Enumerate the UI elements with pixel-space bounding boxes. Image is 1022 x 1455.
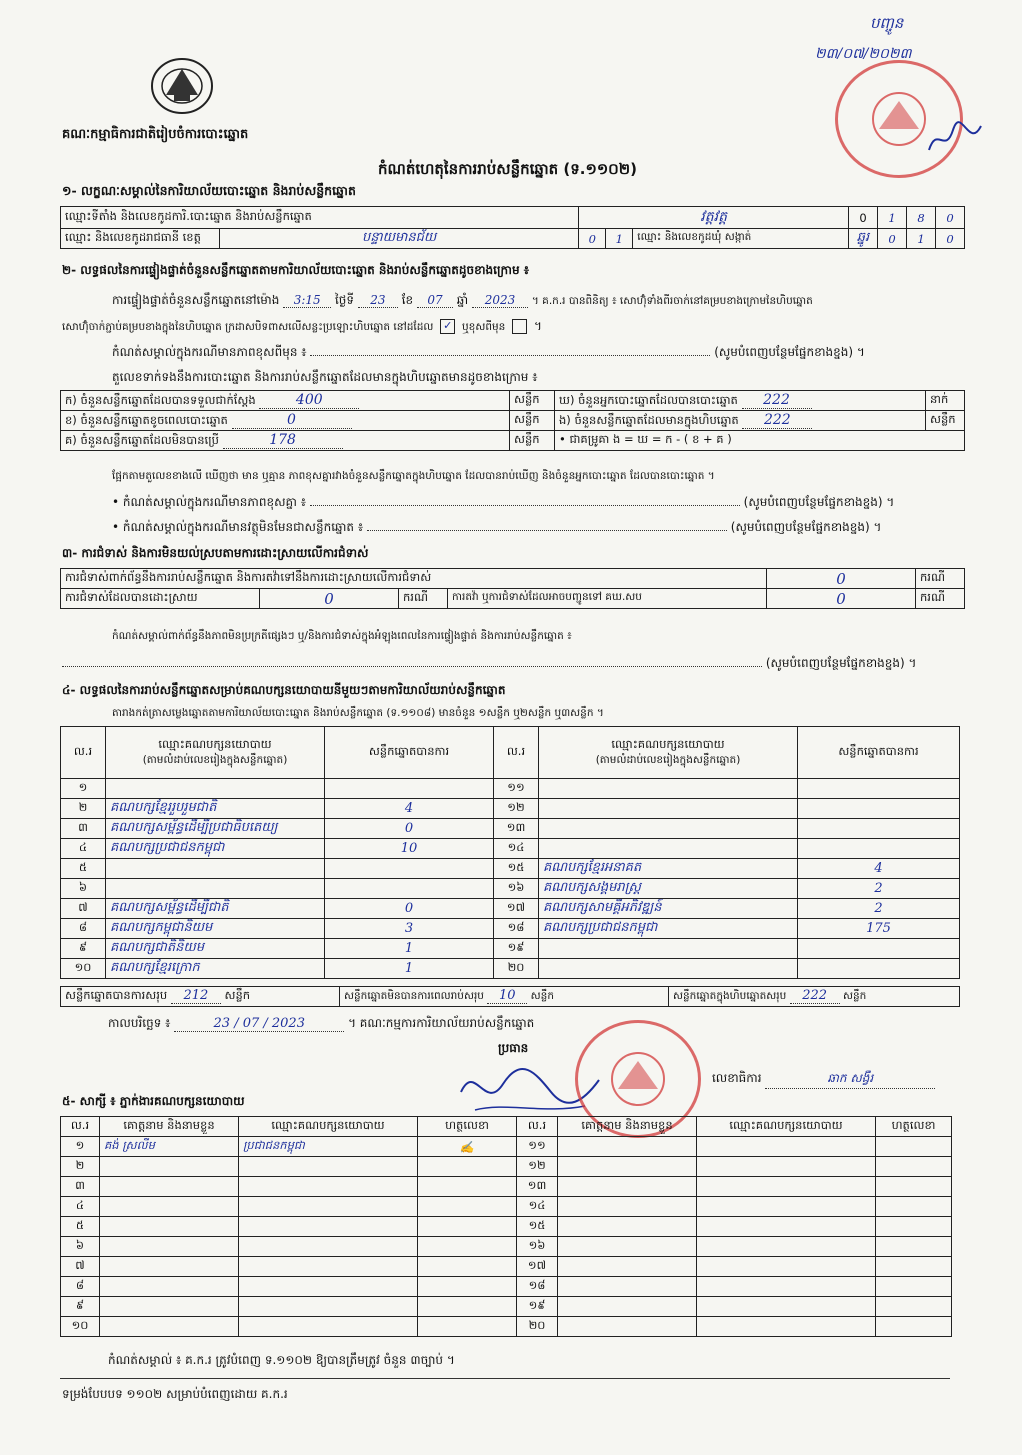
- objection-note: កំណត់សម្គាល់ពាក់ព័ន្ធនឹងភាពមិនប្រក្រតីផ្សេងៗ ឬ/និងការជំទាស់ក្នុងអំឡុងពេលនៃការផ្ទៀងផ្ទាត់ និងការរាប់សន្លឹកឆ្នោត ៖: [112, 630, 572, 642]
- ng-value: 222: [742, 412, 812, 429]
- w-row-name-right: [558, 1317, 697, 1337]
- table-row: [61, 899, 960, 919]
- check-line: ផ្អែកតាមតួលេខខាងលើ ឃើញថា មាន ឬគ្មាន ភាពខុសគ្នារវាងចំនួនសន្លឹកឆ្នោតក្នុងហិបឆ្នោត ដែលបានរាប់ឃើញ និងចំនួនអ្នកបោះឆ្នោត ដែលបានបោះឆ្នោត ។: [112, 470, 715, 482]
- note-a-line: [112, 344, 962, 362]
- verify-text: ការផ្ទៀងផ្ទាត់ចំនួនសន្លឹកឆ្នោតនៅម៉ោង: [112, 293, 280, 307]
- row-no-right: ១៧: [494, 899, 539, 919]
- w-row-party-left: [239, 1277, 418, 1297]
- bullet1-hint: (សូមបំពេញបន្ថែមផ្នែកខាងខ្នង) ។: [743, 495, 895, 509]
- row-party-left: [106, 879, 325, 899]
- province-value: បន្ទាយមានជ័យ: [361, 230, 437, 245]
- section2-heading: ២- លទ្ធផលនៃការផ្ទៀងផ្ទាត់ចំនួនសន្លឹកឆ្នោតតាមការិយាល័យបោះឆ្នោត និងរាប់សន្លឹកឆ្នោតដូចខាងក្រោម ៖: [62, 263, 530, 277]
- totals-table: [60, 986, 960, 1007]
- row-votes-right: [798, 939, 960, 959]
- seal-option-b: ឬខុសពីមុន: [462, 321, 506, 333]
- objection-row2-value-b: 0: [767, 589, 916, 609]
- verify-line: [112, 292, 813, 310]
- table-row: [61, 1157, 952, 1177]
- row-votes-right: [798, 819, 960, 839]
- w-row-sign-right: [876, 1157, 952, 1177]
- figures-table: [60, 390, 965, 451]
- row-party-right: [539, 779, 798, 799]
- row-no-left: ៧: [61, 899, 106, 919]
- verify-time: 3:15: [283, 293, 331, 308]
- w-row-sign-right: [876, 1177, 952, 1197]
- objection-row2-unit-b: ករណី: [916, 589, 965, 609]
- province-code-1: 0: [579, 229, 606, 249]
- verify-year: 2023: [472, 293, 528, 308]
- location-label: ឈ្មោះទីតាំង និងលេខកូដការិ.បោះឆ្នោត និងរាប់សន្លឹកឆ្នោត: [61, 207, 579, 229]
- w-row-party-left: ប្រជាជនកម្ពុជា: [239, 1137, 418, 1157]
- col-party-sub-left: (តាមលំដាប់លេខរៀងក្នុងសន្លឹកឆ្នោត): [142, 753, 288, 766]
- w-row-no-left: ៧: [61, 1257, 100, 1277]
- w-row-sign-right: [876, 1237, 952, 1257]
- w-row-no-left: ៦: [61, 1237, 100, 1257]
- w-row-sign-left: [418, 1317, 517, 1337]
- row-party-left: គណបក្សជាតិនិយម: [106, 939, 325, 959]
- y-label: ឃ) ចំនួនអ្នកបោះឆ្នោតដែលបានបោះឆ្នោត: [559, 392, 738, 407]
- w-row-name-left: [100, 1217, 239, 1237]
- w-row-no-left: ២: [61, 1157, 100, 1177]
- table-row: [61, 1297, 952, 1317]
- row-no-right: ១១: [494, 779, 539, 799]
- row-no-right: ១៥: [494, 859, 539, 879]
- table-row: [61, 779, 960, 799]
- row-party-left: គណបក្សខ្មែរក្រោក: [106, 959, 325, 979]
- w-row-sign-right: [876, 1277, 952, 1297]
- verify-month: 07: [417, 293, 453, 308]
- row-party-right: [539, 819, 798, 839]
- committee-label: ។ គណៈកម្មការការិយាល័យរាប់សន្លឹកឆ្នោត: [348, 1016, 535, 1030]
- row-votes-right: 4: [798, 859, 960, 879]
- bullet1-line: [112, 494, 962, 512]
- row-votes-right: [798, 959, 960, 979]
- row-no-left: ២: [61, 799, 106, 819]
- sum-invalid-label: សន្លឹកឆ្នោតមិនបានការពេលរាប់សរុប: [344, 990, 484, 1002]
- row-no-right: ១៨: [494, 919, 539, 939]
- table-row: [61, 1317, 952, 1337]
- w-row-name-left: [100, 1237, 239, 1257]
- row-no-left: ១០: [61, 959, 106, 979]
- g-unit: សន្លឹក: [510, 431, 555, 451]
- sum-invalid-value: 10: [487, 988, 527, 1004]
- w-row-sign-left: ✍: [418, 1137, 517, 1157]
- w-row-no-right: ១៨: [517, 1277, 558, 1297]
- table-row: [61, 1237, 952, 1257]
- table-row: [61, 1217, 952, 1237]
- table-row: [61, 839, 960, 859]
- date-value: 23 / 07 / 2023: [174, 1016, 344, 1032]
- w-row-party-right: [697, 1237, 876, 1257]
- w-row-party-left: [239, 1237, 418, 1257]
- w-row-party-left: [239, 1297, 418, 1317]
- sum-valid-label: សន្លឹកឆ្នោតបានការសរុប: [65, 988, 168, 1002]
- table-row: [61, 1197, 952, 1217]
- table-row: [61, 799, 960, 819]
- commune-code-3: 0: [936, 229, 965, 249]
- section4-heading: ៤- លទ្ធផលនៃការរាប់សន្លឹកឆ្នោតសម្រាប់គណបក្សនយោបាយនីមួយៗតាមការិយាល័យរាប់សន្លឹកឆ្នោត: [62, 683, 506, 697]
- row-votes-left: [325, 879, 494, 899]
- objection-table: [60, 568, 965, 609]
- w-row-sign-left: [418, 1157, 517, 1177]
- w-row-no-right: ២០: [517, 1317, 558, 1337]
- w-row-party-right: [697, 1297, 876, 1317]
- k-value: 400: [259, 392, 359, 409]
- row-party-left: [106, 859, 325, 879]
- row-votes-left: 4: [325, 799, 494, 819]
- w-row-name-right: [558, 1257, 697, 1277]
- w-row-no-left: ៩: [61, 1297, 100, 1317]
- row-party-left: គណបក្សកម្ពុជានិយម: [106, 919, 325, 939]
- row-party-left: គណបក្សសម្ព័ន្ធដើម្បីប្រជាធិបតេយ្យ: [106, 819, 325, 839]
- row-no-right: ១៣: [494, 819, 539, 839]
- secretary-line: [712, 1070, 935, 1089]
- w-row-no-left: ៨: [61, 1277, 100, 1297]
- table-row: [61, 1137, 952, 1157]
- row-votes-right: 2: [798, 879, 960, 899]
- w-row-no-left: ៤: [61, 1197, 100, 1217]
- row-no-left: ១: [61, 779, 106, 799]
- province-label: ឈ្មោះ និងលេខកូដរាជធានី ខេត្ត: [61, 229, 220, 249]
- kh-label: ខ) ចំនួនសន្លឹកឆ្នោតខូចពេលបោះឆ្នោត: [65, 412, 228, 427]
- check-icon[interactable]: ✓: [440, 319, 455, 334]
- w-row-party-left: [239, 1217, 418, 1237]
- col-no-left: ល.រ: [61, 727, 106, 779]
- row-no-right: ១៦: [494, 879, 539, 899]
- sum-invalid-unit: សន្លឹក: [530, 990, 554, 1002]
- objection-row1-value: 0: [767, 569, 916, 589]
- row-party-left: គណបក្សសម្ព័ន្ធដើម្បីជាតិ: [106, 899, 325, 919]
- sum-box-unit: សន្លឹក: [843, 990, 867, 1002]
- w-row-party-right: [697, 1197, 876, 1217]
- objection-row2-label-b: ការតវ៉ា ឬការជំទាស់ដែលអាចបញ្ជូនទៅ គឃ.សប: [448, 589, 767, 609]
- w-row-name-right: [558, 1237, 697, 1257]
- objection-row2-label: ការជំទាស់ដែលបានដោះស្រាយ: [61, 589, 260, 609]
- w-row-sign-left: [418, 1297, 517, 1317]
- y-unit: នាក់: [926, 391, 965, 411]
- table-row: [61, 1257, 952, 1277]
- location-code-1: 0: [849, 207, 878, 229]
- location-code-2: 1: [878, 207, 907, 229]
- table-row: [61, 919, 960, 939]
- w-row-no-right: ១៦: [517, 1237, 558, 1257]
- w-row-sign-right: [876, 1197, 952, 1217]
- w-row-no-left: ១: [61, 1137, 100, 1157]
- row-no-left: ៨: [61, 919, 106, 939]
- row-party-right: [539, 939, 798, 959]
- objection-note-fill: [62, 655, 962, 673]
- row-votes-left: 1: [325, 939, 494, 959]
- sum-valid-value: 212: [171, 988, 221, 1004]
- form-note: ទម្រង់បែបបទ ១១០២ សម្រាប់បំពេញដោយ គ.ក.រ: [62, 1387, 288, 1401]
- section5-heading: ៥- សាក្សី ៖ ភ្នាក់ងារគណបក្សនយោបាយ: [62, 1094, 245, 1108]
- row-no-right: ១៩: [494, 939, 539, 959]
- w-row-name-right: [558, 1157, 697, 1177]
- col-party-sub-right: (តាមលំដាប់លេខរៀងក្នុងសន្លឹកឆ្នោត): [595, 753, 741, 766]
- col-party-left: ឈ្មោះគណបក្សនយោបាយ: [158, 736, 272, 751]
- w-row-name-left: [100, 1197, 239, 1217]
- row-party-left: គណបក្សខ្មែររួបរួមជាតិ: [106, 799, 325, 819]
- ng-unit: សន្លឹក: [926, 411, 965, 431]
- table-row: [61, 1277, 952, 1297]
- form-title: កំណត់ហេតុនៃការរាប់សន្លឹកឆ្នោត (ទ.១១០២): [378, 160, 638, 178]
- row-party-right: [539, 839, 798, 859]
- row-votes-left: 3: [325, 919, 494, 939]
- table-row: [61, 879, 960, 899]
- w-row-name-left: [100, 1277, 239, 1297]
- w-row-name-right: [558, 1277, 697, 1297]
- w-row-name-left: [100, 1317, 239, 1337]
- verify-text-b: ។ គ.ក.រ បានពិនិត្យ ៖ សោហ៊ុំទាំងពីរចាក់នៅគម្របខាងក្រោមនៃហិបឆ្នោត: [531, 295, 813, 307]
- w-row-sign-left: [418, 1177, 517, 1197]
- w-col-party-left: ឈ្មោះគណបក្សនយោបាយ: [239, 1117, 418, 1137]
- col-votes-left: សន្លឹកឆ្នោតបានការ: [325, 727, 494, 779]
- y-value: 222: [742, 392, 812, 409]
- location-value: វត្តវត្ត: [579, 207, 849, 229]
- col-no-right: ល.រ: [494, 727, 539, 779]
- w-row-sign-left: [418, 1277, 517, 1297]
- w-row-name-right: [558, 1217, 697, 1237]
- sum-valid-unit: សន្លឹក: [224, 988, 251, 1002]
- w-row-name-right: [558, 1137, 697, 1157]
- witness-table: [60, 1116, 952, 1337]
- row-votes-right: 175: [798, 919, 960, 939]
- secretary-label: លេខាធិការ: [712, 1071, 762, 1085]
- objection-row1-unit: ករណី: [916, 569, 965, 589]
- bullet2-label: • កំណត់សម្គាល់ក្នុងករណីមានវត្ថុមិនមែនជាសន្លឹកឆ្នោត ៖: [112, 520, 364, 534]
- w-row-party-left: [239, 1157, 418, 1177]
- w-row-sign-right: [876, 1257, 952, 1277]
- row-votes-right: [798, 839, 960, 859]
- w-row-no-right: ១១: [517, 1137, 558, 1157]
- row-party-right: គណបក្សសាមគ្គីអភិវឌ្ឍន៍: [539, 899, 798, 919]
- bullet2-hint: (សូមបំពេញបន្ថែមផ្នែកខាងខ្នង) ។: [730, 520, 882, 534]
- sum-box-value: 222: [790, 988, 840, 1004]
- g-value: 178: [223, 432, 343, 449]
- w-row-no-right: ១៧: [517, 1257, 558, 1277]
- row-votes-right: [798, 779, 960, 799]
- verify-month-label: ខែ: [401, 293, 414, 307]
- objection-row2-unit: ករណី: [399, 589, 448, 609]
- row-votes-right: [798, 799, 960, 819]
- table-row: [61, 859, 960, 879]
- w-row-name-left: [100, 1157, 239, 1177]
- row-party-right: គណបក្សខ្មែរអនាគត: [539, 859, 798, 879]
- location-code-3: 8: [907, 207, 936, 229]
- footnote: កំណត់សម្គាល់ ៖ គ.ក.រ ត្រូវបំពេញ ទ.១១០២ ឱ្យបានត្រឹមត្រូវ ចំនួន ៣ច្បាប់ ។: [108, 1353, 455, 1367]
- secretary-name: ឆាក សង្វឺរ: [765, 1070, 935, 1089]
- w-row-no-right: ១៤: [517, 1197, 558, 1217]
- w-col-name-right: គោត្តនាម និងនាមខ្លួន: [558, 1117, 697, 1137]
- verify-day-label: ថ្ងៃទី: [335, 293, 355, 307]
- w-row-name-left: [100, 1257, 239, 1277]
- sum-box-label: សន្លឹកឆ្នោតក្នុងហិបឆ្នោតសរុប: [673, 990, 787, 1002]
- row-votes-left: 10: [325, 839, 494, 859]
- w-row-no-left: ៥: [61, 1217, 100, 1237]
- figures-intro: តួលេខទាក់ទងនឹងការបោះឆ្នោត និងការរាប់សន្លឹកឆ្នោតដែលមានក្នុងហិបឆ្នោតមានដូចខាងក្រោម ៖: [112, 370, 538, 384]
- seal-checkbox-b[interactable]: [512, 319, 527, 334]
- section1-heading: ១- លក្ខណៈសម្គាល់នៃការិយាល័យបោះឆ្នោត និងរាប់សន្លឹកឆ្នោត: [62, 183, 356, 198]
- section4-intro: តារាងកត់ត្រាសម្លេងឆ្នោតតាមការិយាល័យបោះឆ្នោត និងរាប់សន្លឹកឆ្នោត (ទ.១១០៨) មានចំនួន ១សន្លឹក ឬ២សន្លឹក ឬ៣សន្លឹក ។: [112, 707, 604, 719]
- w-row-party-right: [697, 1137, 876, 1157]
- col-votes-right: សន្លឹកឆ្នោតបានការ: [798, 727, 960, 779]
- row-no-left: ៥: [61, 859, 106, 879]
- signature-top: [925, 120, 985, 163]
- row-party-left: [106, 779, 325, 799]
- date-line: [108, 1015, 534, 1033]
- row-no-left: ៩: [61, 939, 106, 959]
- w-row-sign-left: [418, 1217, 517, 1237]
- k-unit: សន្លឹក: [510, 391, 555, 411]
- w-col-no-left: ល.រ: [61, 1117, 100, 1137]
- table-row: [61, 1177, 952, 1197]
- row-party-right: គណបក្សសង្គមរាស្ត្រ: [539, 879, 798, 899]
- section3-heading: ៣- ការជំទាស់ និងការមិនយល់ស្របតាមការដោះស្រាយលើការជំទាស់: [62, 546, 369, 560]
- row-no-right: ១៤: [494, 839, 539, 859]
- commune-label: ឈ្មោះ និងលេខកូដឃុំ សង្កាត់: [633, 229, 849, 249]
- w-row-sign-left: [418, 1257, 517, 1277]
- k-label: ក) ចំនួនសន្លឹកឆ្នោតដែលបានទទួលជាក់ស្តែង: [65, 392, 256, 407]
- w-row-name-left: [100, 1297, 239, 1317]
- seal-line: សោហ៊ុំចាក់ភ្ជាប់គម្របខាងក្នុងនៃហិបឆ្នោត ក្រដាសបិទពាសលើសន្លះប្រឡោះហិបឆ្នោត នៅដដែល ✓ ឬខុសពីមុន ។: [62, 319, 542, 333]
- row-no-left: ៤: [61, 839, 106, 859]
- row-votes-right: 2: [798, 899, 960, 919]
- objection-row1-label: ការជំទាស់ពាក់ព័ន្ធនឹងការរាប់សន្លឹកឆ្នោត និងការតវ៉ាទៅនឹងការដោះស្រាយលើការជំទាស់: [61, 569, 767, 589]
- w-row-no-right: ១៥: [517, 1217, 558, 1237]
- footer-divider: [60, 1378, 950, 1379]
- w-row-sign-left: [418, 1197, 517, 1217]
- objection-row2-value: 0: [260, 589, 399, 609]
- w-row-sign-right: [876, 1137, 952, 1157]
- commune-value: ឆ្នូរ: [849, 229, 878, 249]
- verify-day: 23: [358, 293, 398, 308]
- w-col-sign-left: ហត្ថលេខា: [418, 1117, 517, 1137]
- ng-label: ង) ចំនួនសន្លឹកឆ្នោតដែលមានក្នុងហិបឆ្នោត: [559, 412, 739, 427]
- w-col-party-right: ឈ្មោះគណបក្សនយោបាយ: [697, 1117, 876, 1137]
- nec-emblem-icon: [148, 55, 216, 117]
- w-col-sign-right: ហត្ថលេខា: [876, 1117, 952, 1137]
- commune-code-2: 1: [907, 229, 936, 249]
- row-party-right: [539, 959, 798, 979]
- table-row: [61, 939, 960, 959]
- w-row-party-left: [239, 1257, 418, 1277]
- row-votes-left: 0: [325, 899, 494, 919]
- chair-label: ប្រធាន: [498, 1041, 529, 1055]
- w-row-name-left: គង់ ស្រលីម: [100, 1137, 239, 1157]
- province-code-2: 1: [606, 229, 633, 249]
- w-row-name-right: [558, 1177, 697, 1197]
- w-row-sign-right: [876, 1217, 952, 1237]
- w-row-sign-left: [418, 1237, 517, 1257]
- row-no-right: ២០: [494, 959, 539, 979]
- row-votes-left: [325, 779, 494, 799]
- formula: • ជាគម្រូគា ង = ឃ = ក - ( ខ + គ ): [555, 431, 965, 451]
- date-label: កាលបរិច្ឆេទ ៖: [108, 1016, 171, 1030]
- row-party-right: គណបក្សប្រជាជនកម្ពុជា: [539, 919, 798, 939]
- w-row-party-right: [697, 1217, 876, 1237]
- row-no-left: ៣: [61, 819, 106, 839]
- table-row: [61, 819, 960, 839]
- w-row-no-left: ១០: [61, 1317, 100, 1337]
- bullet2-line: [112, 519, 962, 537]
- note-a-hint: (សូមបំពេញបន្ថែមផ្នែកខាងខ្នង) ។: [714, 345, 865, 359]
- w-row-no-right: ១៩: [517, 1297, 558, 1317]
- w-row-party-right: [697, 1157, 876, 1177]
- results-table: [60, 726, 960, 979]
- w-row-party-left: [239, 1197, 418, 1217]
- top-right-note: បញ្ចូន: [870, 14, 904, 32]
- w-row-sign-right: [876, 1297, 952, 1317]
- row-votes-left: 1: [325, 959, 494, 979]
- location-code-4: 0: [936, 207, 965, 229]
- w-row-party-right: [697, 1257, 876, 1277]
- row-votes-left: 0: [325, 819, 494, 839]
- col-party-right: ឈ្មោះគណបក្សនយោបាយ: [611, 736, 725, 751]
- org-name: គណៈកម្មាធិការជាតិរៀបចំការបោះឆ្នោត: [62, 127, 249, 142]
- row-no-left: ៦: [61, 879, 106, 899]
- bullet1-label: • កំណត់សម្គាល់ក្នុងករណីមានភាពខុសគ្នា ៖: [112, 495, 307, 509]
- w-row-no-right: ១៣: [517, 1177, 558, 1197]
- row-party-right: [539, 799, 798, 819]
- objection-hint: (សូមបំពេញបន្ថែមផ្នែកខាងខ្នង) ។: [765, 656, 917, 670]
- w-col-name-left: គោត្តនាម និងនាមខ្លួន: [100, 1117, 239, 1137]
- note-a-label: កំណត់សម្គាល់ក្នុងករណីមានភាពខុសពីមុន ៖: [112, 345, 307, 359]
- kh-unit: សន្លឹក: [510, 411, 555, 431]
- row-party-left: គណបក្សប្រជាជនកម្ពុជា: [106, 839, 325, 859]
- w-row-name-left: [100, 1177, 239, 1197]
- top-right-date: ២៣/០៧/២០២៣: [815, 46, 912, 62]
- w-row-party-right: [697, 1177, 876, 1197]
- seal-text: សោហ៊ុំចាក់ភ្ជាប់គម្របខាងក្នុងនៃហិបឆ្នោត ក្រដាសបិទពាសលើសន្លះប្រឡោះហិបឆ្នោត នៅដដែល: [62, 321, 434, 333]
- w-row-no-left: ៣: [61, 1177, 100, 1197]
- w-row-no-right: ១២: [517, 1157, 558, 1177]
- w-row-sign-right: [876, 1317, 952, 1337]
- w-row-name-right: [558, 1297, 697, 1317]
- table-row: [61, 959, 960, 979]
- w-row-party-left: [239, 1177, 418, 1197]
- w-col-no-right: ល.រ: [517, 1117, 558, 1137]
- section1-table: [60, 206, 965, 249]
- commune-code-1: 0: [878, 229, 907, 249]
- w-row-party-right: [697, 1317, 876, 1337]
- row-votes-left: [325, 859, 494, 879]
- w-row-party-left: [239, 1317, 418, 1337]
- row-no-right: ១២: [494, 799, 539, 819]
- g-label: គ) ចំនួនសន្លឹកឆ្នោតដែលមិនបានប្រើ: [65, 432, 219, 447]
- w-row-party-right: [697, 1277, 876, 1297]
- w-row-name-right: [558, 1197, 697, 1217]
- kh-value: 0: [232, 412, 352, 429]
- verify-year-label: ឆ្នាំ: [456, 293, 469, 307]
